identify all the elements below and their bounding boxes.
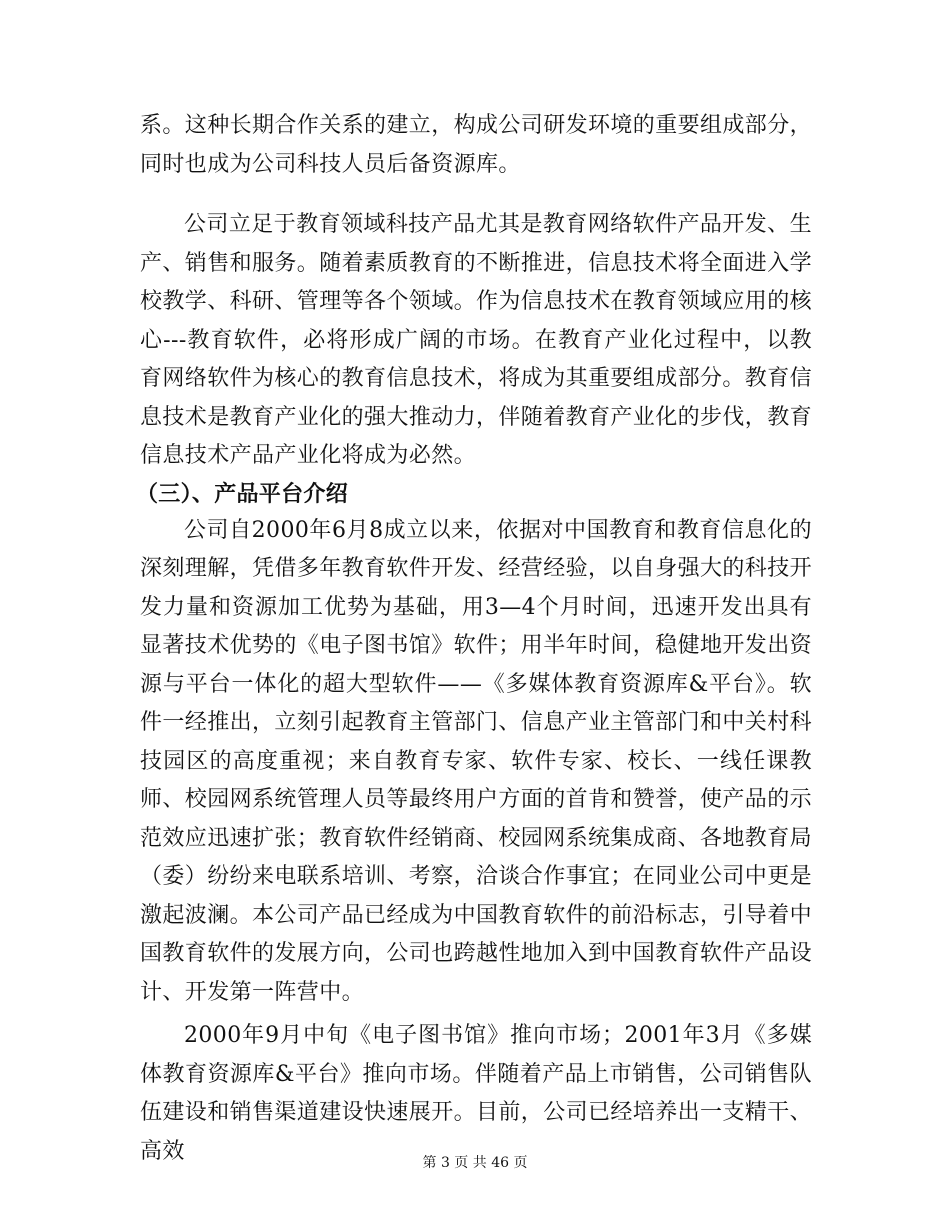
paragraph-company-focus: 公司立足于教育领域科技产品尤其是教育网络软件产品开发、生产、销售和服务。随着素质教育的不断推进，信息技术将全面进入学校教学、科研、管理等各个领域。作为信息技术在教育领域应用的核心---教育软件，必将形成广阔的市场。在教育产业化过程中，以教育网络软件为核心的教育信息技术，将成为其重要组成部分。教育信息技术是教育产业化的强大推动力，伴随着教育产业化的步伐，教育信息技术产品产业化将成为必然。: [140, 212, 813, 468]
paragraph-market-launch: 2000年9月中旬《电子图书馆》推向市场；2001年3月《多媒体教育资源库&平台》推向市场。伴随着产品上市销售，公司销售队伍建设和销售渠道建设快速展开。目前，公司已经培养出一支精干、高效: [140, 1023, 813, 1164]
document-body: [136, 107, 813, 1171]
page-number-footer: 第 3 页 共 46 页: [422, 1155, 528, 1171]
section-heading: （三）、产品平台介绍: [136, 481, 349, 507]
paragraph-continuation: 系。这种长期合作关系的建立，构成公司研发环境的重要组成部分，同时也成为公司科技人员后备资源库。: [140, 113, 813, 177]
paragraph-product-history: 公司自2000年6月8成立以来，依据对中国教育和教育信息化的深刻理解，凭借多年教育软件开发、经营经验，以自身强大的科技开发力量和资源加工优势为基础，用3—4个月时间，迅速开发出具有显著技术优势的《电子图书馆》软件；用半年时间，稳健地开发出资源与平台一体化的超大型软件——《多媒体教育资源库&平台》。软件一经推出，立刻引起教育主管部门、信息产业主管部门和中关村科技园区的高度重视；来自教育专家、软件专家、校长、一线任课教师、校园网系统管理人员等最终用户方面的首肯和赞誉，使产品的示范效应迅速扩张；教育软件经销商、校园网系统集成商、各地教育局（委）纷纷来电联系培训、考察，洽谈合作事宜；在同业公司中更是激起波澜。本公司产品已经成为中国教育软件的前沿标志，引导着中国教育软件的发展方向，公司也跨越性地加入到中国教育软件产品设计、开发第一阵营中。: [140, 517, 813, 1005]
